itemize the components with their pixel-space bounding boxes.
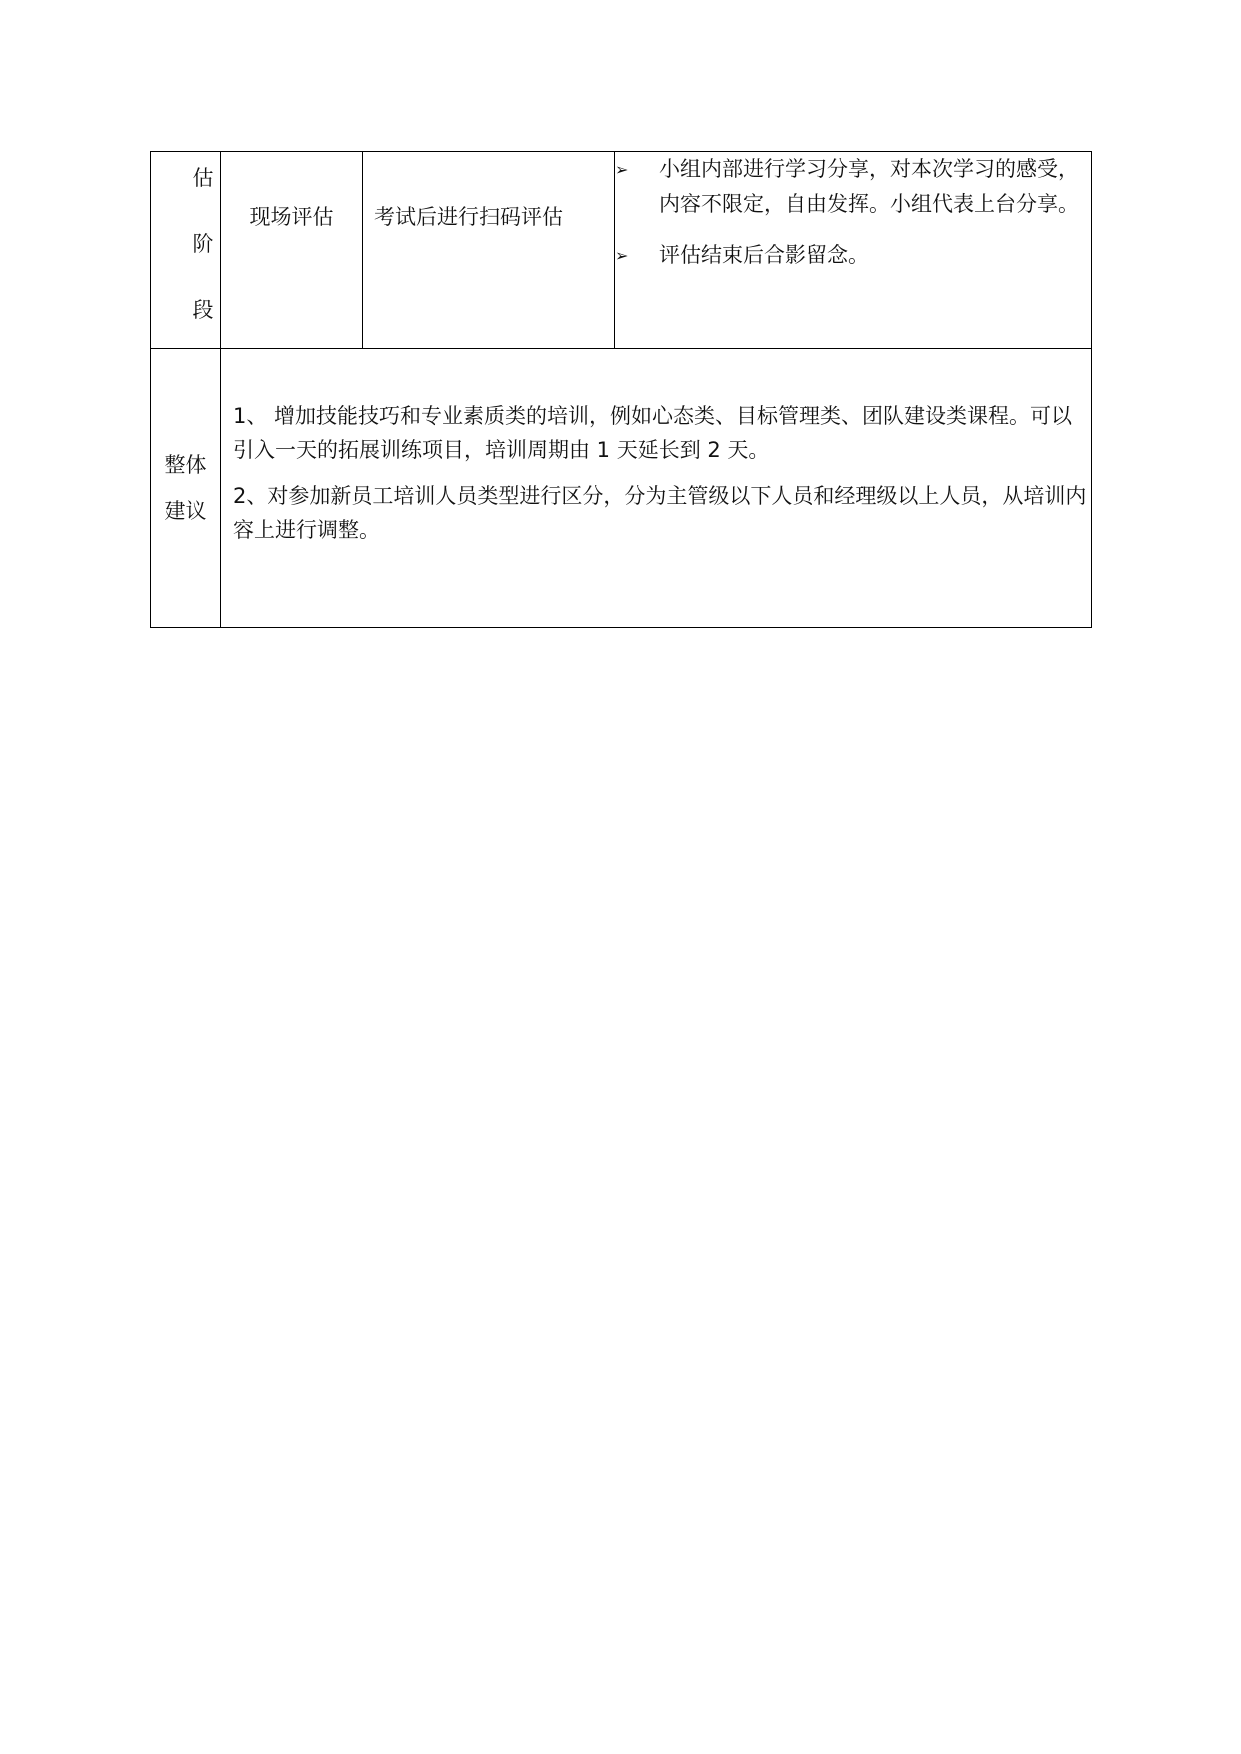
bullet-item: [615, 238, 1091, 273]
summary-paragraph: 2、对参加新员工培训人员类型进行区分，分为主管级以下人员和经理级以上人员，从培训内容上进行调整。: [233, 484, 1087, 542]
stage-char: 段: [192, 298, 214, 322]
stage-label-cell: [151, 152, 221, 349]
summary-label-cell: [151, 349, 221, 628]
description-cell: [363, 152, 615, 349]
bullet-text: 小组内部进行学习分享，对本次学习的感受，内容不限定，自由发挥。小组代表上台分享。: [659, 157, 1079, 216]
evaluation-row: [151, 152, 1092, 349]
bullet-item: [615, 152, 1091, 222]
summary-label-line: 整体: [164, 453, 207, 477]
summary-content-cell: [221, 349, 1092, 628]
stage-label: [151, 160, 220, 358]
summary-label-line: 建议: [164, 499, 207, 523]
arrowhead-bullet-icon: ➢: [615, 246, 629, 265]
detail-cell: [615, 152, 1092, 349]
summary-row: [151, 349, 1092, 628]
stage-char: 阶: [192, 232, 214, 256]
method-cell: [221, 152, 363, 349]
evaluation-table: [150, 151, 1092, 628]
summary-paragraph: 1、 增加技能技巧和专业素质类的培训，例如心态类、目标管理类、团队建设类课程。可以引入一天的拓展训练项目，培训周期由 1 天延长到 2 天。: [233, 404, 1073, 462]
arrowhead-bullet-icon: ➢: [615, 160, 629, 179]
bullet-text: 评估结束后合影留念。: [659, 243, 869, 267]
stage-char: 估: [192, 166, 214, 190]
method-text: 现场评估: [249, 205, 334, 229]
description-text: 考试后进行扫码评估: [374, 205, 563, 229]
